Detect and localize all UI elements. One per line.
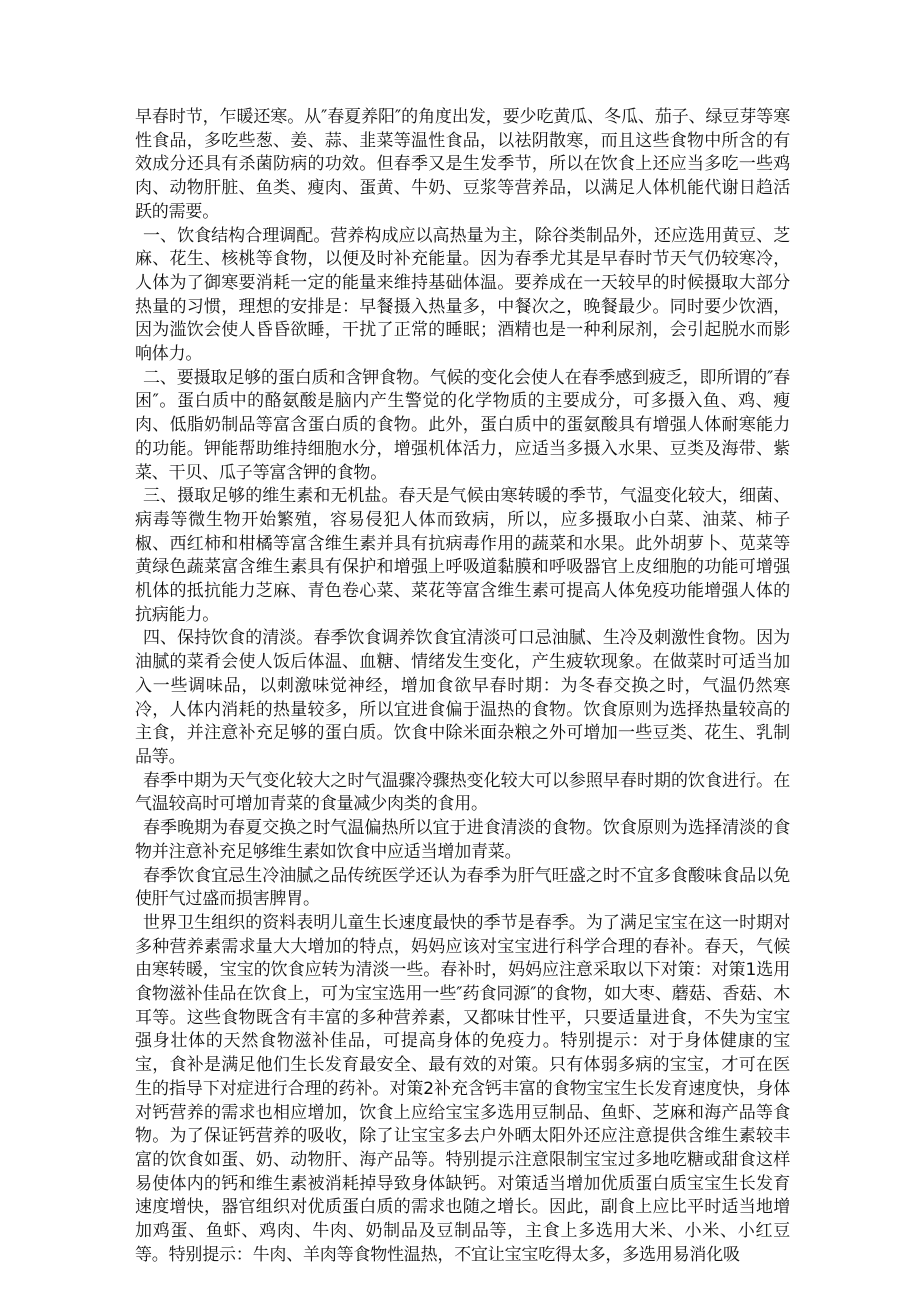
paragraph-intro: 早春时节，乍暖还寒。从″春夏养阳″的角度出发，要少吃黄瓜、冬瓜、茄子、绿豆芽等寒性食品，多吃些葱、姜、蒜、韭菜等温性食品，以祛阴散寒，而且这些食物中所含的有效成分还具有杀菌防病的功效。但春季又是生发季节，所以在饮食上还应当多吃一些鸡肉、动物肝脏、鱼类、瘦肉、蛋黄、牛奶、豆浆等营养品，以满足人体机能代谢日趋活跃的需要。 bbox=[135, 107, 790, 222]
paragraph-section-4: 四、保持饮食的清淡。春季饮食调养饮食宜清淡可口忌油腻、生冷及刺激性食物。因为油腻的菜肴会使人饭后体温、血糖、情绪发生变化，产生疲软现象。在做菜时可适当加入一些调味品，以刺激味觉神经，增加食欲早春时期：为冬春交换之时，气温仍然寒冷，人体内消耗的热量较多，所以宜进食偏于温热的食物。饮食原则为选择热量较高的主食，并注意补充足够的蛋白质。饮食中除米面杂粮之外可增加一些豆类、花生、乳制品等。 bbox=[135, 628, 790, 767]
document-page bbox=[135, 106, 790, 1267]
paragraph-section-2: 二、要摄取足够的蛋白质和含钾食物。气候的变化会使人在春季感到疲乏，即所谓的″春困″。蛋白质中的酪氨酸是脑内产生警觉的化学物质的主要成分，可多摄入鱼、鸡、瘦肉、低脂奶制品等富含蛋白质的食物。此外，蛋白质中的蛋氨酸具有增强人体耐寒能力的功能。钾能帮助维持细胞水分，增强机体活力，应适当多摄入水果、豆类及海带、紫菜、干贝、瓜子等富含钾的食物。 bbox=[135, 367, 790, 483]
paragraph-late-spring: 春季晚期为春夏交换之时气温偏热所以宜于进食清淡的食物。饮食原则为选择清淡的食物并注意补充足够维生素如饮食中应适当增加青菜。 bbox=[135, 818, 790, 862]
paragraph-section-3: 三、摄取足够的维生素和无机盐。春天是气候由寒转暖的季节，气温变化较大，细菌、病毒等微生物开始繁殖，容易侵犯人体而致病，所以，应多摄取小白菜、油菜、柿子椒、西红柿和柑橘等富含维生素并具有抗病毒作用的蔬菜和水果。此外胡萝卜、苋菜等黄绿色蔬菜富含维生素具有保护和增强上呼吸道黏膜和呼吸器官上皮细胞的功能可增强机体的抵抗能力芝麻、青色卷心菜、菜花等富含维生素可提高人体免疫功能增强人体的抗病能力。 bbox=[135, 486, 790, 625]
paragraph-child-nutrition: 世界卫生组织的资料表明儿童生长速度最快的季节是春季。为了满足宝宝在这一时期对多种营养素需求量大大增加的特点，妈妈应该对宝宝进行科学合理的春补。春天，气候由寒转暖，宝宝的饮食应转为清淡一些。春补时，妈妈应注意采取以下对策：对策1选用食物滋补佳品在饮食上，可为宝宝选用一些″药食同源″的食物，如大枣、蘑菇、香菇、木耳等。这些食物既含有丰富的多种营养素，又都味甘性平，只要适量进食，不失为宝宝强身壮体的天然食物滋补佳品，可提高身体的免疫力。特别提示：对于身体健康的宝宝，食补是满足他们生长发育最安全、最有效的对策。只有体弱多病的宝宝，才可在医生的指导下对症进行合理的药补。对策2补充含钙丰富的食物宝宝生长发育速度快，身体对钙营养的需求也相应增加，饮食上应给宝宝多选用豆制品、鱼虾、芝麻和海产品等食物。为了保证钙营养的吸收，除了让宝宝多去户外晒太阳外还应注意提供含维生素较丰富的饮食如蛋、奶、动物肝、海产品等。特别提示注意限制宝宝过多地吃糖或甜食这样易使体内的钙和维生素被消耗掉导致身体缺钙。对策适当增加优质蛋白质宝宝生长发育速度增快，器官组织对优质蛋白质的需求也随之增长。因此，副食上应比平时适当地增加鸡蛋、鱼虾、鸡肉、牛肉、奶制品及豆制品等，主食上多选用大米、小米、小红豆等。特别提示：牛肉、羊肉等食物性温热，不宜让宝宝吃得太多，多选用易消化吸 bbox=[135, 912, 790, 1265]
paragraph-spring-taboos: 春季饮食宜忌生冷油腻之品传统医学还认为春季为肝气旺盛之时不宜多食酸味食品以免使肝气过盛而损害脾胃。 bbox=[135, 865, 790, 910]
paragraph-mid-spring: 春季中期为天气变化较大之时气温骤冷骤热变化较大可以参照早春时期的饮食进行。在气温较高时可增加青菜的食量减少肉类的食用。 bbox=[135, 770, 790, 815]
paragraph-section-1: 一、饮食结构合理调配。营养构成应以高热量为主，除谷类制品外，还应选用黄豆、芝麻、花生、核桃等食物，以便及时补充能量。因为春季尤其是早春时节天气仍较寒冷，人体为了御寒要消耗一定的能量来维持基础体温。要养成在一天较早的时候摄取大部分热量的习惯，理想的安排是：早餐摄入热量多，中餐次之，晚餐最少。同时要少饮酒，因为滥饮会使人昏昏欲睡，干扰了正常的睡眠；酒精也是一种利尿剂，会引起脱水而影响体力。 bbox=[135, 225, 790, 365]
